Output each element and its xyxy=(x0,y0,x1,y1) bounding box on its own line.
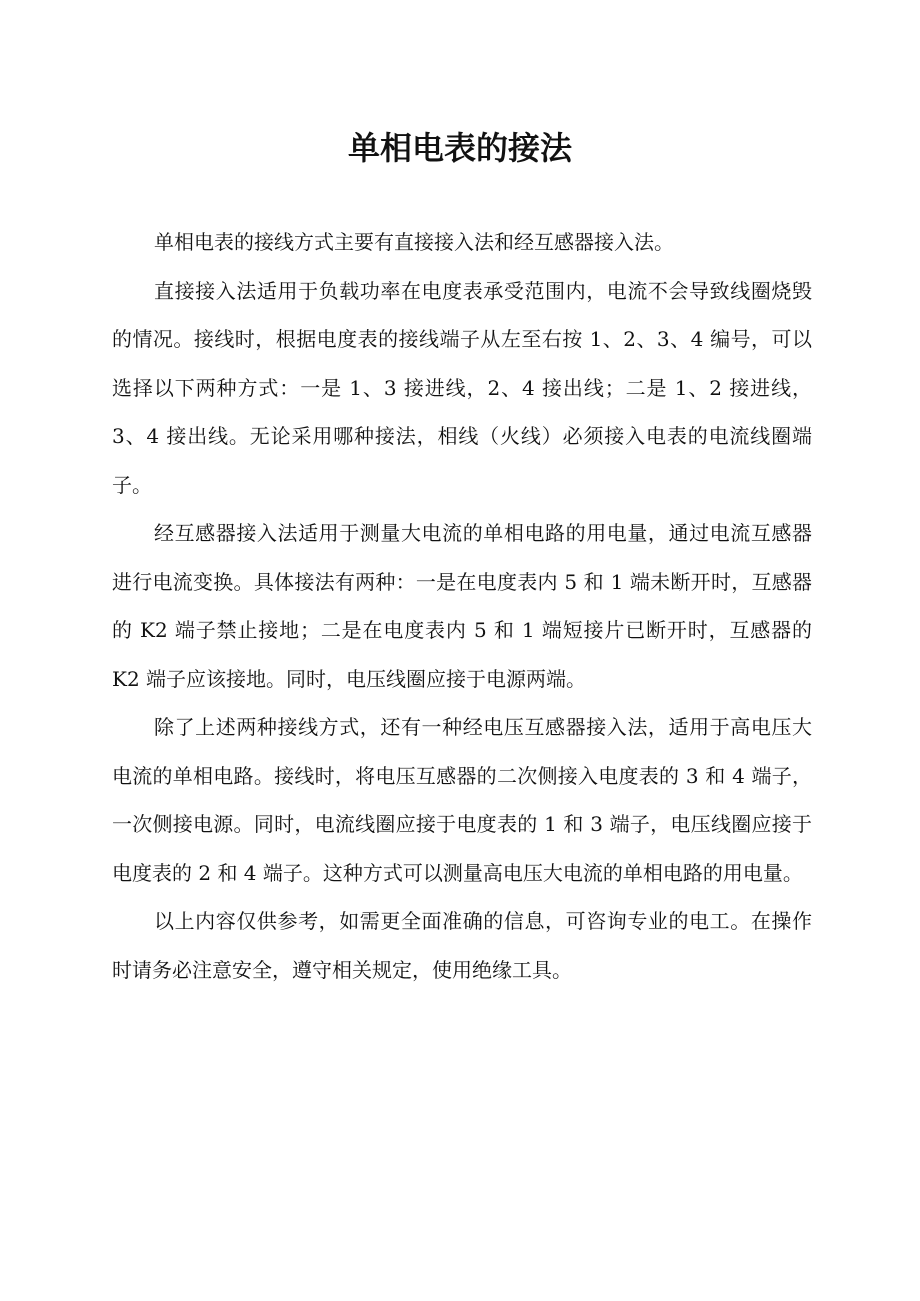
paragraph-intro: 单相电表的接线方式主要有直接接入法和经互感器接入法。 xyxy=(154,230,674,254)
document-title: 单相电表的接法 xyxy=(347,129,572,167)
paragraph-disclaimer: 以上内容仅供参考，如需更全面准确的信息，可咨询专业的电工。在操作时请务必注意安全，遵守相关规定，使用绝缘工具。 xyxy=(112,909,812,982)
paragraph-direct-connection: 直接接入法适用于负载功率在电度表承受范围内，电流不会导致线圈烧毁的情况。接线时，根据电度表的接线端子从左至右按 1、2、3、4 编号，可以选择以下两种方式：一是 1、3 接进线，2、4 接出线；二是 1、2 接进线，3、4 接出线。无论采用哪种接法，相线（火线）必须接入电表的电流线圈端子。 xyxy=(112,278,812,497)
paragraph-current-transformer: 经互感器接入法适用于测量大电流的单相电路的用电量，通过电流互感器进行电流变换。具体接法有两种：一是在电度表内 5 和 1 端未断开时，互感器的 K2 端子禁止接地；二是在电度表内 5 和 1 端短接片已断开时，互感器的 K2 端子应该接地。同时，电压线圈应接于电源两端。 xyxy=(112,521,812,691)
document-body xyxy=(112,218,812,994)
paragraph-voltage-transformer: 除了上述两种接线方式，还有一种经电压互感器接入法，适用于高电压大电流的单相电路。接线时，将电压互感器的二次侧接入电度表的 3 和 4 端子，一次侧接电源。同时，电流线圈应接于电度表的 1 和 3 端子，电压线圈应接于电度表的 2 和 4 端子。这种方式可以测量高电压大电流的单相电路的用电量。 xyxy=(112,715,812,885)
